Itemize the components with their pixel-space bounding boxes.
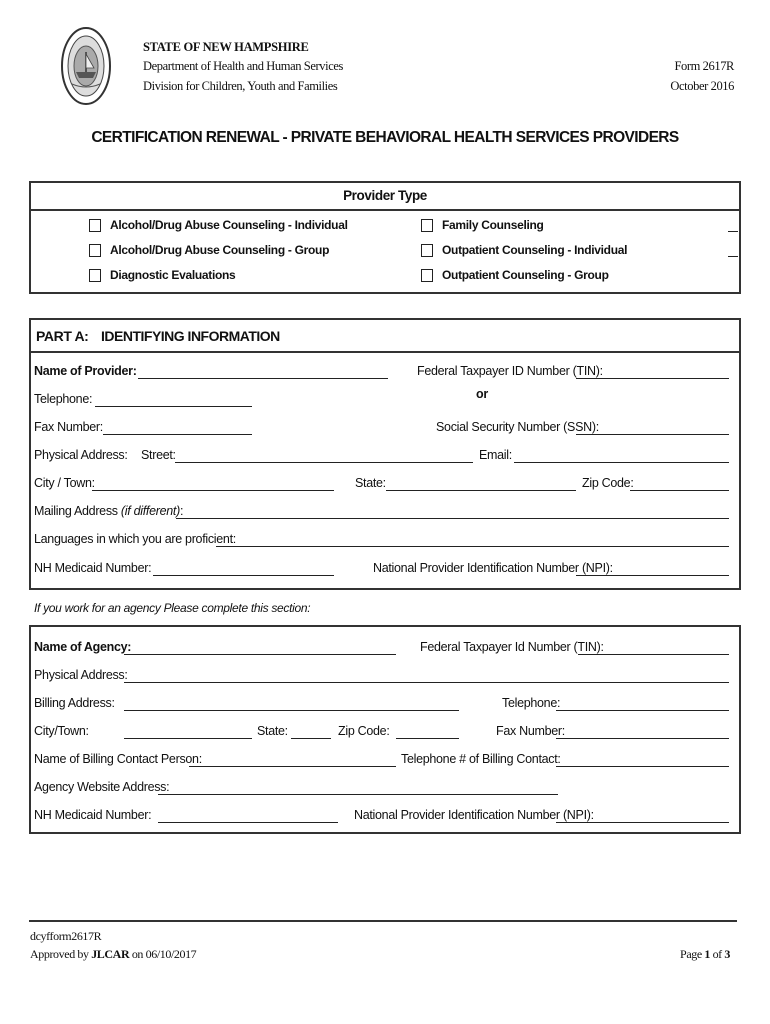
agency-zip-label: Zip Code: <box>338 724 390 738</box>
agency-npi-field[interactable] <box>556 822 729 823</box>
provider-type-divider <box>31 209 739 211</box>
billing-contact-phone-label: Telephone # of Billing Contact: <box>401 752 561 766</box>
part-a-divider <box>31 351 739 353</box>
option-outpatient-individual[interactable]: Outpatient Counseling - Individual <box>421 243 627 257</box>
agency-state-field[interactable] <box>291 738 331 739</box>
npi-label: National Provider Identification Number (NPI): <box>373 561 613 575</box>
agency-telephone-label: Telephone: <box>502 696 561 710</box>
decorative-tick <box>728 256 738 257</box>
website-field[interactable] <box>158 794 558 795</box>
form-date: October 2016 <box>670 79 734 93</box>
agency-tin-label: Federal Taxpayer Id Number (TIN): <box>420 640 604 654</box>
footer-form-id: dcyfform2617R <box>30 929 102 943</box>
option-alcohol-individual[interactable]: Alcohol/Drug Abuse Counseling - Individual <box>89 218 348 232</box>
agency-npi-label: National Provider Identification Number (NPI): <box>354 808 594 822</box>
email-field[interactable] <box>514 462 729 463</box>
header-division: Division for Children, Youth and Families <box>143 79 338 93</box>
ssn-label: Social Security Number (SSN): <box>436 420 599 434</box>
medicaid-field[interactable] <box>153 575 334 576</box>
part-a-label: PART A: <box>36 328 89 344</box>
agency-medicaid-label: NH Medicaid Number: <box>34 808 152 822</box>
option-outpatient-group[interactable]: Outpatient Counseling - Group <box>421 268 609 282</box>
checkbox[interactable] <box>89 244 101 257</box>
provider-type-heading: Provider Type <box>343 188 427 203</box>
agency-medicaid-field[interactable] <box>158 822 338 823</box>
agency-note: If you work for an agency Please complete this section: <box>34 601 311 615</box>
page-title: CERTIFICATION RENEWAL - PRIVATE BEHAVIORAL HEALTH SERVICES PROVIDERS <box>91 129 679 146</box>
name-of-provider-field[interactable] <box>138 378 388 379</box>
email-label: Email: <box>479 448 512 462</box>
option-diagnostic-evaluations[interactable]: Diagnostic Evaluations <box>89 268 235 282</box>
header-department: Department of Health and Human Services <box>143 59 343 73</box>
tin-field[interactable] <box>576 378 729 379</box>
ssn-field[interactable] <box>576 434 729 435</box>
checkbox[interactable] <box>421 219 433 232</box>
website-label: Agency Website Address: <box>34 780 170 794</box>
header-state: STATE OF NEW HAMPSHIRE <box>143 40 309 54</box>
billing-address-field[interactable] <box>124 710 459 711</box>
state-label: State: <box>355 476 386 490</box>
option-alcohol-group[interactable]: Alcohol/Drug Abuse Counseling - Group <box>89 243 329 257</box>
city-field[interactable] <box>92 490 334 491</box>
telephone-field[interactable] <box>95 406 252 407</box>
provider-type-section <box>29 181 741 294</box>
agency-fax-field[interactable] <box>556 738 729 739</box>
checkbox[interactable] <box>421 244 433 257</box>
billing-contact-label: Name of Billing Contact Person: <box>34 752 202 766</box>
zip-label: Zip Code: <box>582 476 634 490</box>
agency-physical-address-field[interactable] <box>124 682 729 683</box>
billing-contact-field[interactable] <box>189 766 396 767</box>
physical-address-label: Physical Address: <box>34 448 128 462</box>
state-field[interactable] <box>386 490 576 491</box>
option-family-counseling[interactable]: Family Counseling <box>421 218 544 232</box>
zip-field[interactable] <box>630 490 729 491</box>
fax-label: Fax Number: <box>34 420 103 434</box>
medicaid-label: NH Medicaid Number: <box>34 561 152 575</box>
checkbox[interactable] <box>89 219 101 232</box>
page-number: Page 1 of 3 <box>680 947 730 961</box>
checkbox[interactable] <box>421 269 433 282</box>
agency-zip-field[interactable] <box>396 738 459 739</box>
name-of-provider-label: Name of Provider: <box>34 364 137 378</box>
npi-field[interactable] <box>576 575 729 576</box>
agency-tin-field[interactable] <box>578 654 729 655</box>
or-label: or <box>476 387 488 401</box>
agency-city-field[interactable] <box>124 738 252 739</box>
languages-label: Languages in which you are proficient: <box>34 532 236 546</box>
mailing-address-field[interactable] <box>176 518 729 519</box>
part-a-section <box>29 318 741 590</box>
billing-contact-phone-field[interactable] <box>556 766 729 767</box>
mailing-address-label: Mailing Address (if different): <box>34 504 184 518</box>
billing-address-label: Billing Address: <box>34 696 115 710</box>
footer-rule <box>29 920 737 922</box>
city-label: City / Town: <box>34 476 95 490</box>
agency-telephone-field[interactable] <box>556 710 729 711</box>
part-a-heading: IDENTIFYING INFORMATION <box>101 328 280 344</box>
street-label: Street: <box>141 448 176 462</box>
agency-state-label: State: <box>257 724 288 738</box>
agency-name-field[interactable] <box>124 654 396 655</box>
state-seal-logo <box>60 26 112 106</box>
agency-name-label: Name of Agency: <box>34 640 132 654</box>
street-field[interactable] <box>175 462 473 463</box>
fax-field[interactable] <box>103 434 252 435</box>
form-number: Form 2617R <box>674 59 734 73</box>
languages-field[interactable] <box>216 546 729 547</box>
agency-fax-label: Fax Number: <box>496 724 565 738</box>
telephone-label: Telephone: <box>34 392 93 406</box>
tin-label: Federal Taxpayer ID Number (TIN): <box>417 364 603 378</box>
agency-city-label: City/Town: <box>34 724 89 738</box>
checkbox[interactable] <box>89 269 101 282</box>
footer-approved: Approved by JLCAR on 06/10/2017 <box>30 947 197 961</box>
decorative-tick <box>728 231 738 232</box>
agency-physical-address-label: Physical Address: <box>34 668 128 682</box>
